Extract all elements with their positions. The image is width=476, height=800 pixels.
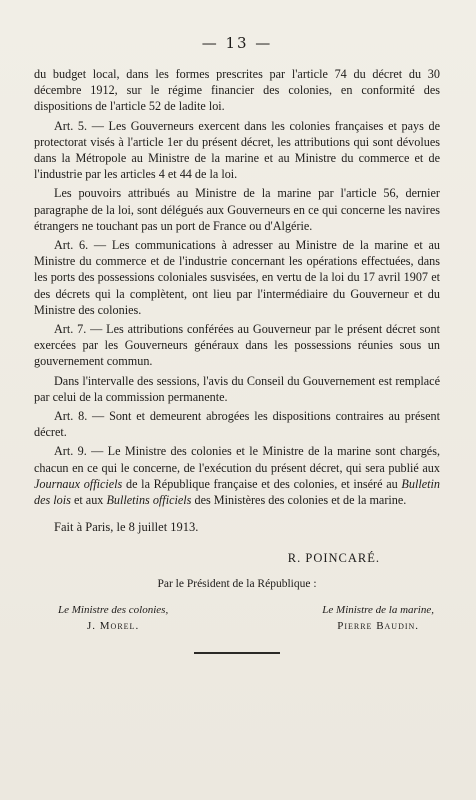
date-line: Fait à Paris, le 8 juillet 1913. xyxy=(54,520,199,535)
minister-title: Le Ministre des colonies, xyxy=(58,604,169,617)
art9-journaux: Journaux officiels xyxy=(34,476,123,491)
ministers-signatures xyxy=(34,602,440,634)
article-8: Art. 8. — Sont et demeurent abrogées les dispositions contraires au présent décret. xyxy=(34,409,440,440)
minister-title: Le Ministre de la marine, xyxy=(322,604,434,617)
article-7: Art. 7. — Les attributions conférées au Gouverneur par le présent décret sont exercées par les Gouverneurs généraux dans les possessions réunies sous un gouvernement commun. xyxy=(34,322,440,369)
art9-bulletins: Bulletins officiels xyxy=(106,493,192,508)
minister-name: Pierre Baudin. xyxy=(337,620,420,633)
signature: R. POINCARÉ. xyxy=(287,551,380,566)
article-5: Art. 5. — Les Gouverneurs exercent dans les colonies françaises et pays de protectorat visés à l'article 1er du présent décret, les attributions qui sont dévolues dans la Métropole au Ministre de la marine et au Ministre du commerce et de l'industrie par les articles 4 et 44 de la loi. xyxy=(34,118,440,182)
page-number: — 13 — xyxy=(201,34,273,52)
minister-marine xyxy=(322,602,434,634)
art9-text-1: Art. 9. — Le Ministre des colonies et le Ministre de la marine sont chargés, chacun en ce qui le concerne, de l'exécution du présent décret, qui sera publié aux xyxy=(34,444,440,475)
art9-text-4: des Ministères des colonies et de la marine. xyxy=(191,493,407,508)
article-9 xyxy=(34,443,440,508)
art9-text-2: de la République française et des colonies, et inséré au xyxy=(122,476,402,491)
minister-name: J. Morel. xyxy=(87,620,140,633)
art9-bulletin-lois: Bulletin des lois xyxy=(34,476,440,508)
paragraph-1: du budget local, dans les formes prescrites par l'article 74 du décret du 30 décembre 1912, sur le régime financier des colonies, en conformité des dispositions de l'article 52 de ladite loi. xyxy=(34,67,440,114)
paragraph-pouvoirs: Les pouvoirs attribués au Ministre de la marine par l'article 56, dernier paragraphe de la loi, sont délégués aux Gouverneurs en ce qui concerne les navires étrangers ne touchant pas un port de France ou d'Algérie. xyxy=(34,186,440,233)
art9-text-3: et aux xyxy=(70,493,107,508)
article-6: Art. 6. — Les communications à adresser au Ministre de la marine et au Ministre du commerce et de l'industrie concernant les opérations effectuées, dans les ports des possessions coloniales susvisées, en vertu de la loi du 17 avril 1907 et des décrets qui la complètent, ont lieu par l'intermédiaire du Gouverneur et du Ministre des colonies. xyxy=(34,238,440,317)
end-rule xyxy=(194,652,280,654)
paragraph-intervalle: Dans l'intervalle des sessions, l'avis du Conseil du Gouvernement est remplacé par celui de la commission permanente. xyxy=(34,373,440,404)
minister-colonies xyxy=(58,602,168,634)
par-le-president: Par le Président de la République : xyxy=(157,578,317,591)
